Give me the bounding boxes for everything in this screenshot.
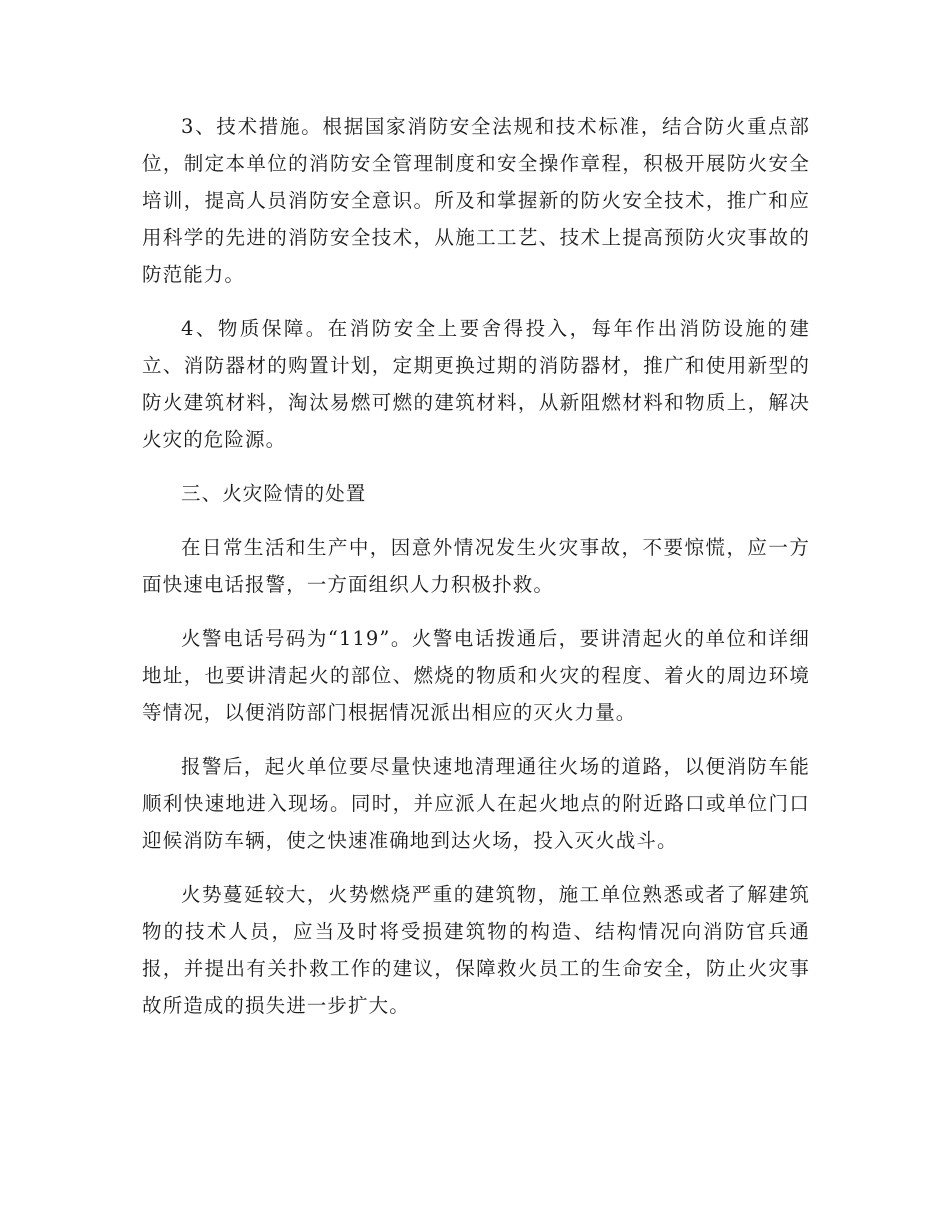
paragraph-technical-measures: 3、技术措施。根据国家消防安全法规和技术标准，结合防火重点部位，制定本单位的消防安全管理制度和安全操作章程，积极开展防火安全培训，提高人员消防安全意识。所及和掌握新的防火安全技术，推广和应用科学的先进的消防安全技术，从施工工艺、技术上提高预防火灾事故的防范能力。: [142, 115, 810, 286]
paragraph-fire-spread: 火势蔓延较大，火势燃烧严重的建筑物，施工单位熟悉或者了解建筑物的技术人员，应当及时将受损建筑物的构造、结构情况向消防官兵通报，并提出有关扑救工作的建议，保障救火员工的生命安全，防止火灾事故所造成的损失进一步扩大。: [142, 883, 810, 1017]
paragraph-material-guarantee: 4、物质保障。在消防安全上要舍得投入，每年作出消防设施的建立、消防器材的购置计划，定期更换过期的消防器材，推广和使用新型的防火建筑材料，淘汰易燃可燃的建筑材料，从新阻燃材料和物质上，解决火灾的危险源。: [142, 317, 810, 451]
paragraph-daily-life: 在日常生活和生产中，因意外情况发生火灾事故，不要惊慌，应一方面快速电话报警，一方面组织人力积极扑救。: [142, 536, 810, 596]
paragraph-fire-alarm-number: 火警电话号码为“119”。火警电话拨通后，要讲清起火的单位和详细地址，也要讲清起火的部位、燃烧的物质和火灾的程度、着火的周边环境等情况，以便消防部门根据情况派出相应的灭火力量。: [142, 627, 810, 724]
section-heading-fire-response: 三、火灾险情的处置: [181, 482, 367, 505]
paragraph-after-alarm: 报警后，起火单位要尽量快速地清理通往火场的道路，以便消防车能顺利快速地进入现场。同时，并应派人在起火地点的附近路口或单位门口迎候消防车辆，使之快速准确地到达火场，投入灭火战斗。: [142, 755, 810, 852]
document-body: [142, 108, 810, 1041]
